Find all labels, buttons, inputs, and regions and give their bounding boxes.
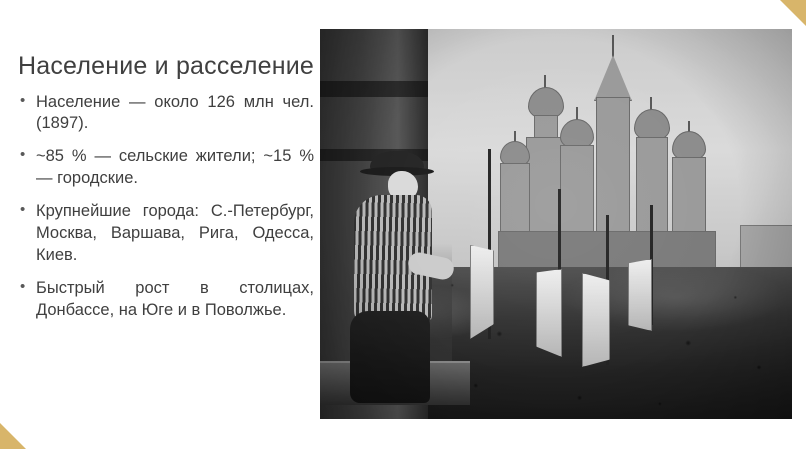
- cathedral-illustration: [498, 35, 738, 285]
- foreground-figure-woman: [348, 151, 444, 401]
- slide-photo: [320, 29, 792, 419]
- skirt: [350, 311, 430, 403]
- historical-photograph-image: [320, 29, 792, 419]
- banner: [582, 273, 610, 367]
- list-item: • Быстрый рост в столицах, Донбассе, на Юге и в Поволжье.: [14, 278, 314, 322]
- corner-accent-bottom-left-icon: [0, 423, 26, 449]
- slide-text-pane: [14, 52, 314, 322]
- corner-accent-top-right-icon: [780, 0, 806, 26]
- pillar-band: [320, 81, 428, 97]
- list-item: • ~85 % — сельские жители; ~15 % — городские.: [14, 146, 314, 190]
- bullet-list: [14, 92, 314, 322]
- banner: [470, 245, 494, 339]
- list-item: • Крупнейшие города: С.-Петербург, Москва, Варшава, Рига, Одесса, Киев.: [14, 201, 314, 267]
- page-title: Население и расселение: [18, 52, 315, 80]
- banner: [628, 259, 652, 331]
- list-item: • Население — около 126 млн чел. (1897).: [14, 92, 314, 136]
- banner: [536, 269, 562, 357]
